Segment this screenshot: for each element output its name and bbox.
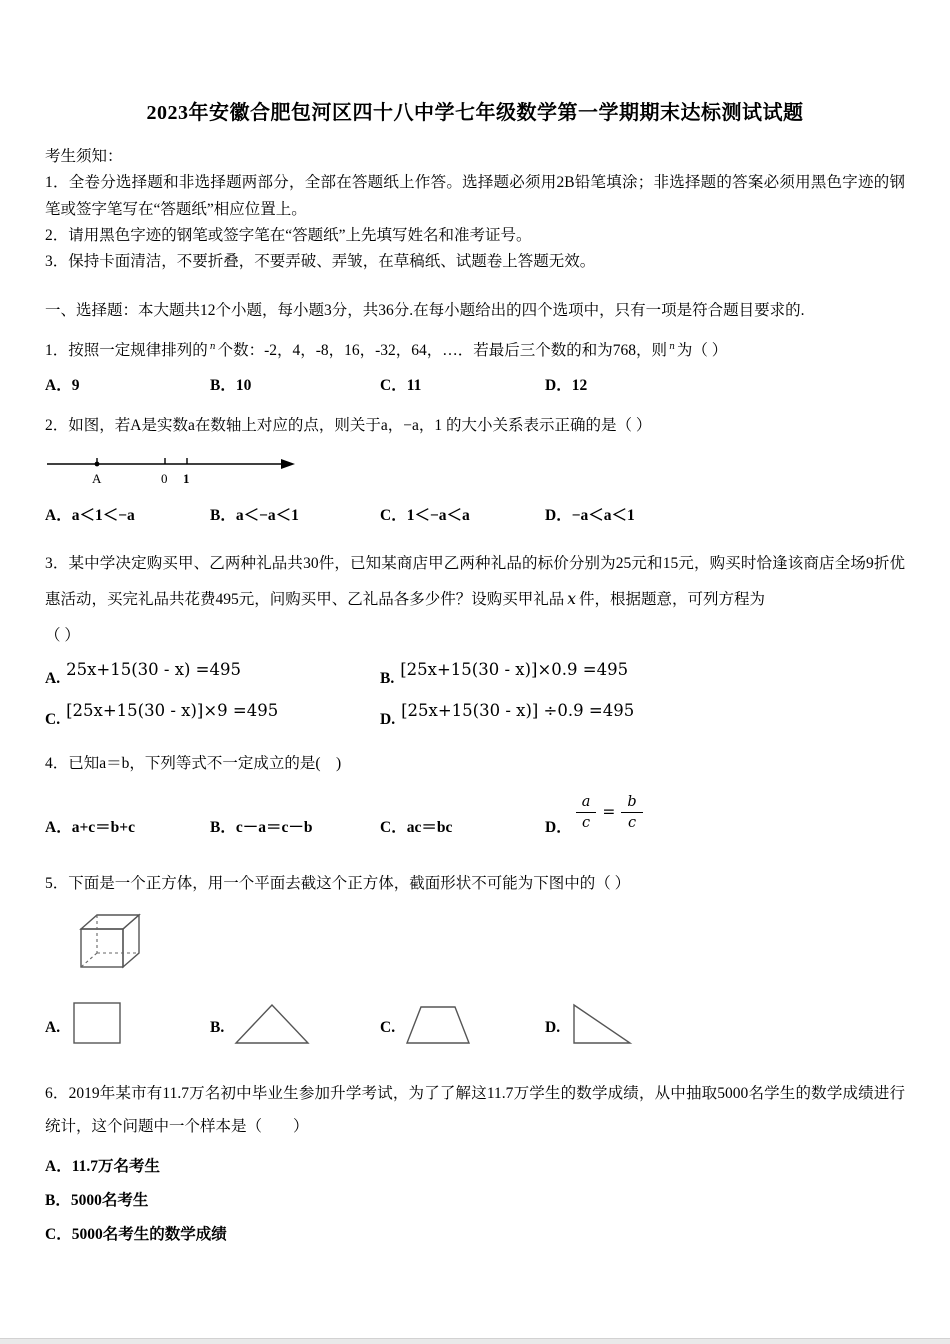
q4-option-d [545, 793, 905, 841]
number-line-label-one: 1 [183, 470, 190, 486]
q5-option-d [545, 999, 905, 1047]
q6-option-a: A．11.7万名考生 [45, 1157, 160, 1175]
question-1 [45, 338, 905, 399]
number-line-label-a: A [92, 470, 102, 486]
question-4 [45, 751, 905, 840]
notice-item-3: 3．保持卡面清洁，不要折叠，不要弄破、弄皱，在草稿纸、试题卷上答题无效。 [45, 253, 596, 271]
q4-stem: 4．已知a＝b，下列等式不一定成立的是( ) [45, 755, 342, 773]
q1-stem-part-a: 1．按照一定规律排列的 [45, 342, 208, 360]
q1-option-c: C．11 [380, 377, 422, 395]
point-a-marker [95, 461, 100, 466]
q5-option-b-letter: B. [210, 1019, 225, 1037]
q1-option-a: A．9 [45, 377, 80, 395]
question-2 [45, 413, 905, 528]
q4-options [45, 793, 905, 841]
q5-stem: 5．下面是一个正方体，用一个平面去截这个正方体，截面形状不可能为下图中的（ ） [45, 874, 631, 892]
q3-stem-part-a: 3．某中学决定购买甲、乙两种礼品共30件，已知某商店甲乙两种礼品的标价分别为25元和15元，购买时恰逢该商店全场9折优惠活动，买完礼品共花费495元，问购买甲、乙礼品各多少件？设购买甲礼品 [45, 555, 905, 608]
q1-option-d: D．12 [545, 377, 588, 395]
variable-n: n [669, 341, 675, 352]
q3-option-a-formula: 25x+15(30 - x) =495 [66, 660, 242, 680]
q2-stem: 2．如图，若A是实数a在数轴上对应的点，则关于a，−a，1 的大小关系表示正确的是（ ） [45, 417, 652, 435]
q5-option-c [380, 999, 545, 1047]
q5-option-a [45, 999, 210, 1047]
q3-stem-paren: （ ） [45, 626, 80, 644]
number-line-drawing [45, 450, 305, 490]
cube-figure [73, 909, 905, 975]
q1-stem-part-c: 为（ ） [676, 342, 728, 360]
q4-option-d-letter: D． [545, 818, 572, 836]
q6-option-c: C．5000名考生的数学成绩 [45, 1225, 227, 1243]
page-title: 2023年安徽合肥包河区四十八中学七年级数学第一学期期末达标测试试题 [146, 102, 804, 124]
question-3 [45, 546, 905, 729]
square-shape-icon [70, 999, 126, 1047]
q1-stem-part-b: 个数：-2，4，-8，16，-32，64，…．若最后三个数的和为768，则 [217, 342, 668, 360]
q2-option-b: B．a＜−a＜1 [210, 506, 299, 524]
q3-option-d-formula: [25x+15(30 - x)] ÷0.9 =495 [401, 701, 635, 721]
q5-option-a-letter: A. [45, 1019, 61, 1037]
q5-option-d-letter: D. [545, 1019, 561, 1037]
q5-option-c-letter: C. [380, 1019, 396, 1037]
fraction-left-numerator: a [576, 794, 597, 814]
number-line-figure [45, 450, 905, 490]
q4-option-b: B．c－a＝c－b [210, 818, 313, 836]
arrow-right-icon [281, 459, 295, 469]
notice-item-1: 1．全卷分选择题和非选择题两部分，全部在答题纸上作答。选择题必须用2B铅笔填涂；非选择题的答案必须用黑色字迹的钢笔或签字笔写在“答题纸”相应位置上。 [45, 174, 905, 218]
q3-option-a [45, 660, 380, 688]
notice-heading: 考生须知： [45, 148, 123, 165]
fraction-right-denominator: c [627, 815, 637, 832]
q6-options [45, 1150, 905, 1252]
q3-options [45, 660, 905, 729]
number-line-label-zero: 0 [161, 470, 168, 486]
triangle-shape-icon [234, 1001, 314, 1047]
trapezoid-shape-icon [405, 1003, 475, 1047]
variable-n: n [209, 341, 216, 352]
variable-x: x [567, 589, 577, 608]
fraction-left-denominator: c [581, 815, 591, 832]
question-6 [45, 1077, 905, 1252]
q6-option-b: B．5000名考生 [45, 1191, 149, 1209]
fraction-right [621, 794, 642, 831]
q4-option-d-fraction [576, 794, 643, 831]
fraction-right-numerator: b [621, 794, 642, 814]
q2-option-c: C．1＜−a＜a [380, 506, 470, 524]
q3-option-d-letter: D. [380, 711, 396, 729]
q3-stem [45, 546, 905, 653]
cube-drawing [73, 909, 157, 975]
question-5 [45, 871, 905, 1047]
equals-sign: = [602, 802, 616, 821]
page-bottom-edge [0, 1338, 950, 1344]
notice-item-2: 2．请用黑色字迹的钢笔或签字笔在“答题纸”上先填写姓名和准考证号。 [45, 227, 532, 245]
q5-option-b [210, 999, 380, 1047]
q3-option-b-letter: B. [380, 670, 395, 688]
q3-option-b [380, 660, 905, 688]
q3-option-a-letter: A. [45, 670, 61, 688]
q1-option-b: B．10 [210, 377, 252, 395]
q3-option-c [45, 701, 380, 729]
q3-option-b-formula: [25x+15(30 - x)]×0.9 =495 [400, 660, 629, 680]
q1-options [45, 374, 905, 399]
q3-option-d [380, 701, 905, 729]
q5-options [45, 999, 905, 1047]
q4-option-a: A．a+c＝b+c [45, 818, 135, 836]
q2-option-d: D．−a＜a＜1 [545, 506, 635, 524]
section-heading: 一、选择题：本大题共12个小题，每小题3分，共36分.在每小题给出的四个选项中，只有一项是符合题目要求的. [45, 301, 805, 319]
q2-options [45, 504, 905, 529]
notice-block [45, 144, 905, 276]
q1-stem [45, 338, 905, 364]
q3-stem-part-b: 件，根据题意，可列方程为 [579, 590, 766, 608]
q2-option-a: A．a＜1＜−a [45, 506, 135, 524]
q3-option-c-formula: [25x+15(30 - x)]×9 =495 [66, 701, 279, 721]
q4-option-c: C．ac＝bc [380, 818, 453, 836]
q6-stem: 6．2019年某市有11.7万名初中毕业生参加升学考试，为了了解这11.7万学生的数学成绩，从中抽取5000名学生的数学成绩进行统计，这个问题中一个样本是（ ） [45, 1084, 905, 1136]
fraction-left [576, 794, 597, 831]
q3-option-c-letter: C. [45, 711, 61, 729]
right-triangle-shape-icon [570, 1001, 636, 1047]
